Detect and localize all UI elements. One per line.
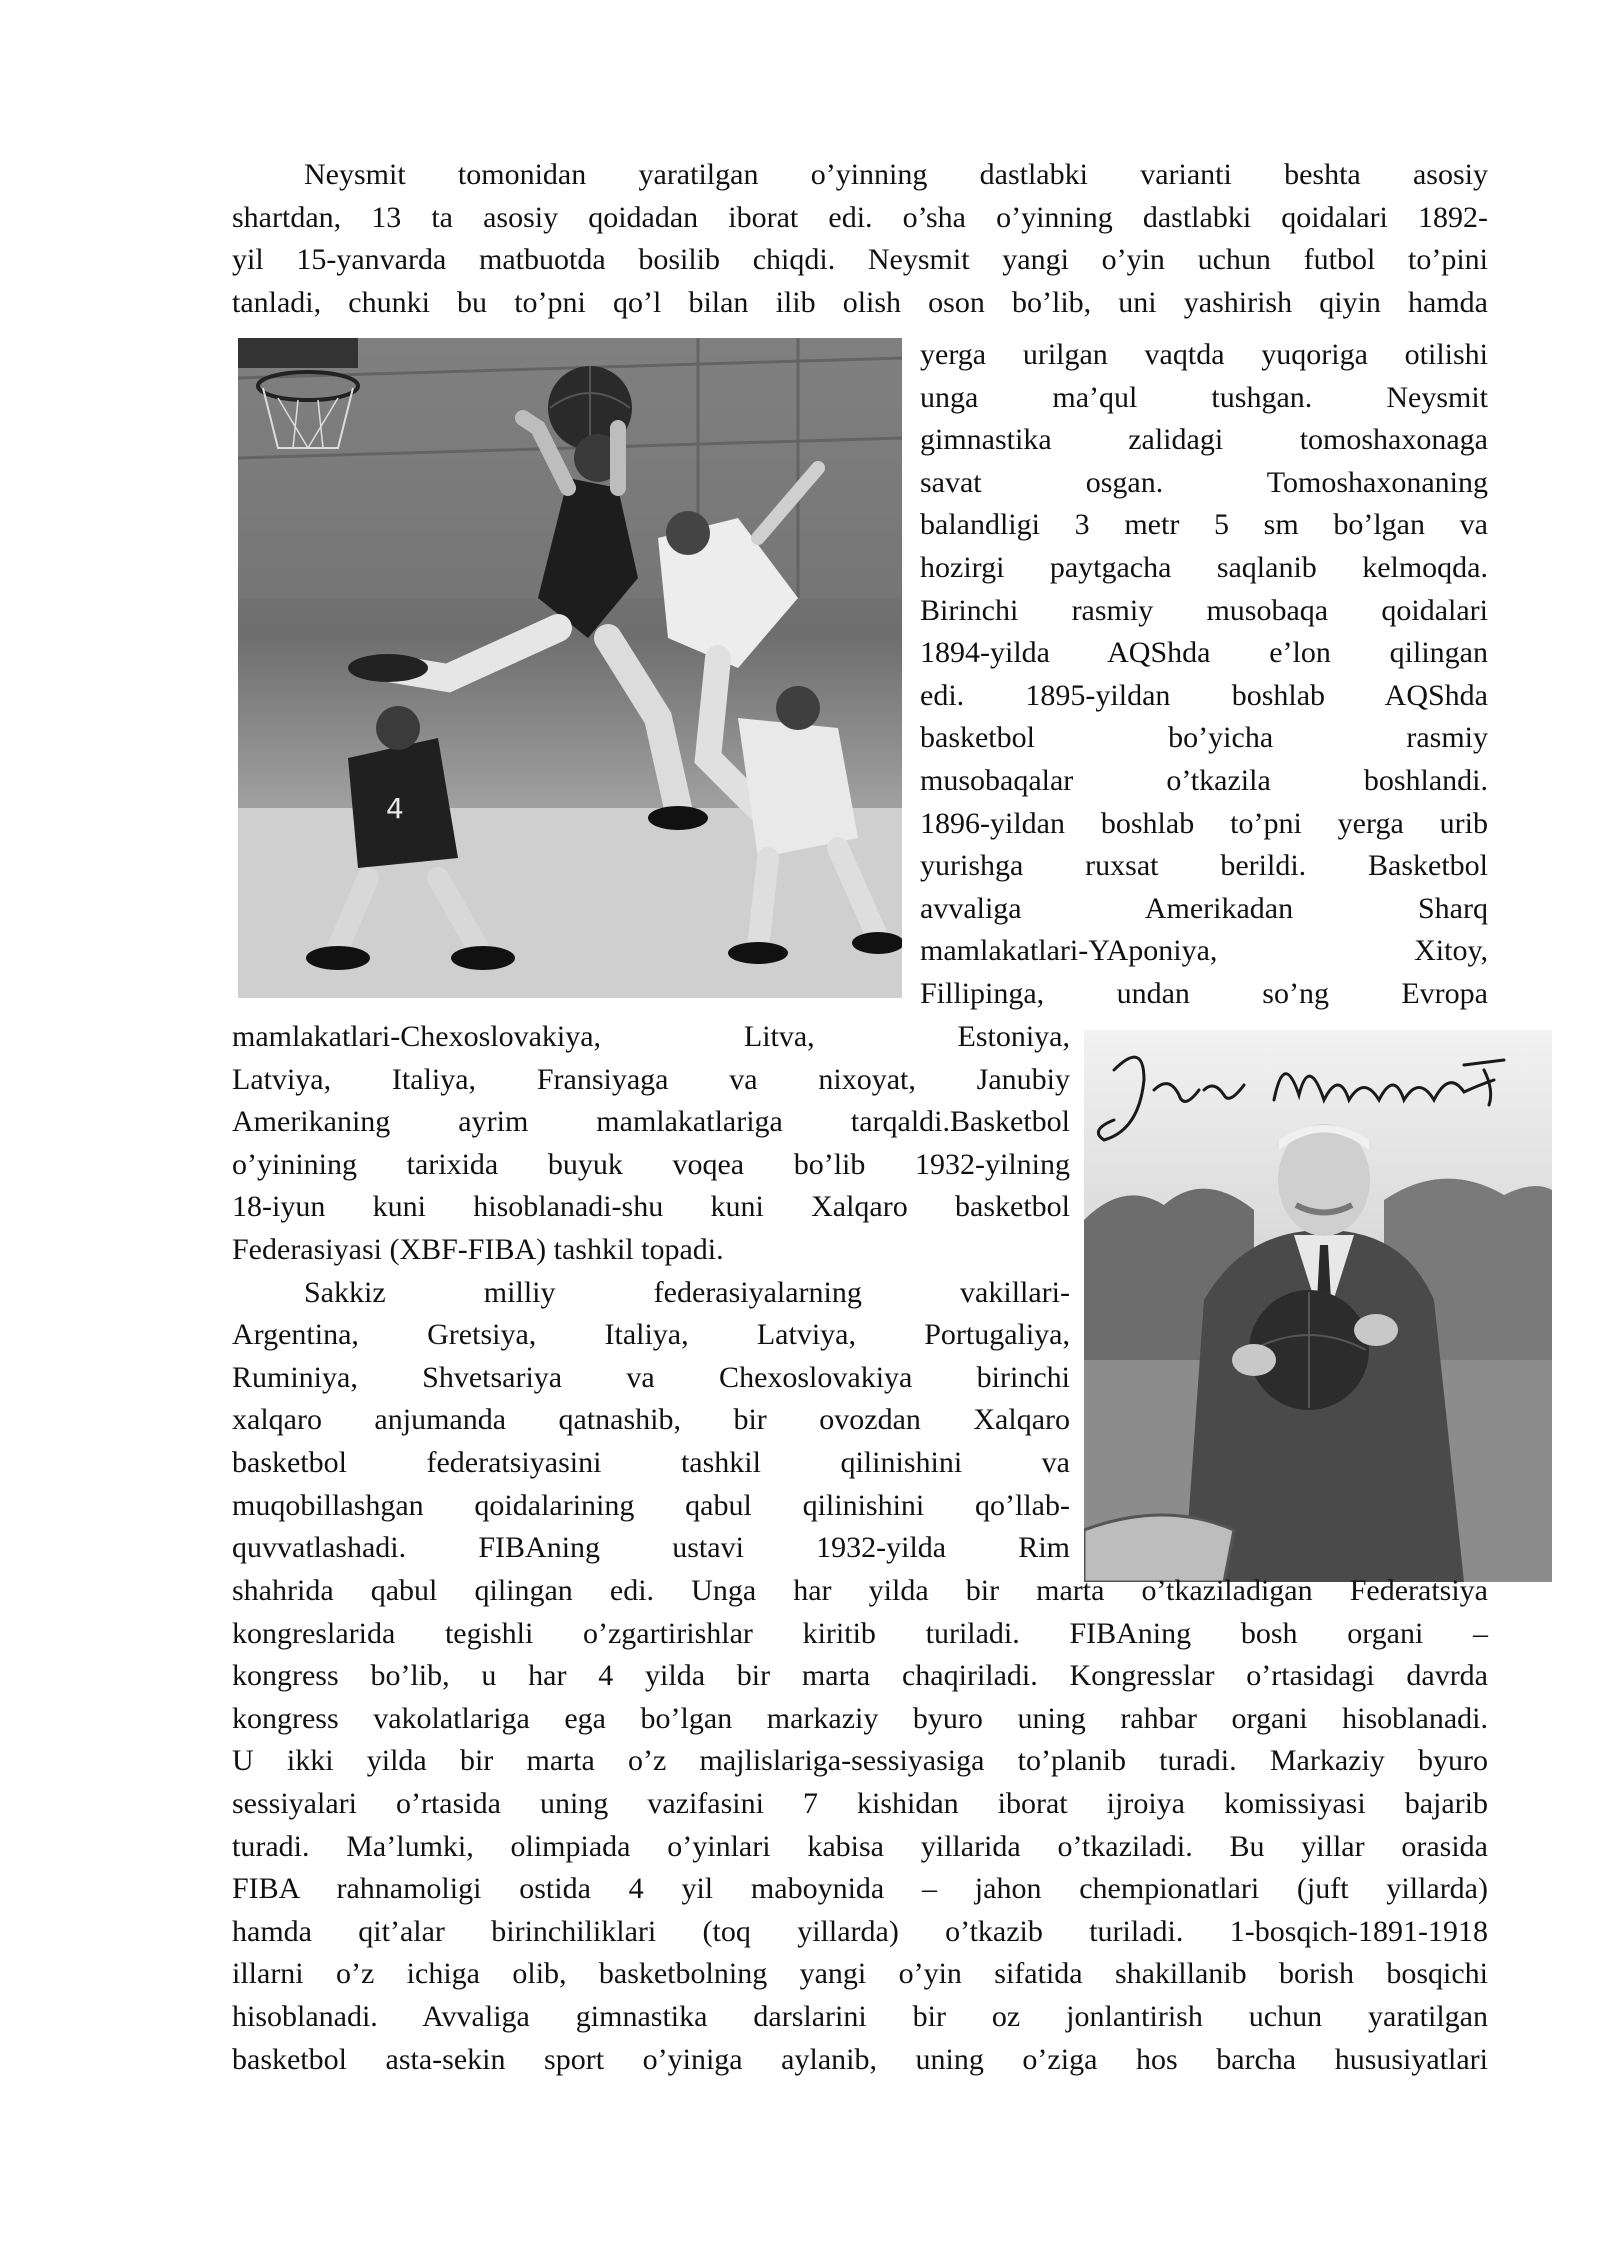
- text-line: shartdan, 13 ta asosiy qoidadan iborat edi. o’sha o’yinning dastlabki qoidalari 1892-: [232, 200, 1488, 234]
- left-column-text: [232, 1016, 1070, 1570]
- text-line: yurishga ruxsat berildi. Basketbol: [920, 849, 1488, 883]
- text-line: FIBA rahnamoligi ostida 4 yil maboynida – jahon chempionatlari (juft yillarda): [232, 1872, 1488, 1906]
- text-line: musobaqalar o’tkazila boshlandi.: [920, 763, 1488, 797]
- right-column-text: [920, 334, 1488, 1016]
- basketball-players-photo: [238, 338, 902, 998]
- text-line: Amerikaning ayrim mamlakatlariga tarqaldi.Basketbol: [232, 1105, 1070, 1139]
- text-line: basketbol federatsiyasini tashkil qilinishini va: [232, 1445, 1070, 1479]
- text-line: xalqaro anjumanda qatnashib, bir ovozdan Xalqaro: [232, 1403, 1070, 1437]
- text-line: mamlakatlari-YAponiya, Xitoy,: [920, 934, 1488, 968]
- text-line: basketbol asta-sekin sport o’yiniga aylanib, uning o’ziga hos barcha hususiyatlari: [232, 2042, 1488, 2076]
- jersey-number: 4: [386, 792, 404, 825]
- text-line: 18-iyun kuni hisoblanadi-shu kuni Xalqaro basketbol: [232, 1190, 1070, 1224]
- text-line: hozirgi paytgacha saqlanib kelmoqda.: [920, 550, 1488, 584]
- text-line: o’yinining tarixida buyuk voqea bo’lib 1932-yilning: [232, 1147, 1070, 1181]
- text-line: 1894-yilda AQShda e’lon qilingan: [920, 636, 1488, 670]
- text-line: savat osgan. Tomoshaxonaning: [920, 465, 1488, 499]
- text-line: muqobillashgan qoidalarining qabul qilinishini qo’llab-: [232, 1488, 1070, 1522]
- text-line: U ikki yilda bir marta o’z majlislariga-sessiyasiga to’planib turadi. Markaziy byuro: [232, 1744, 1488, 1778]
- text-line: yerga urilgan vaqtda yuqoriga otilishi: [920, 338, 1488, 371]
- text-line: shahrida qabul qilingan edi. Unga har yilda bir marta o’tkaziladigan Federatsiya: [232, 1574, 1488, 1607]
- text-line: edi. 1895-yildan boshlab AQShda: [920, 678, 1488, 712]
- text-line: Neysmit tomonidan yaratilgan o’yinning dastlabki varianti beshta asosiy: [304, 158, 1488, 191]
- text-line: mamlakatlari-Chexoslovakiya, Litva, Estoniya,: [232, 1020, 1070, 1053]
- text-line: balandligi 3 metr 5 sm bo’lgan va: [920, 508, 1488, 542]
- text-line: basketbol bo’yicha rasmiy: [920, 721, 1488, 755]
- text-line: Ruminiya, Shvetsariya va Chexoslovakiya birinchi: [232, 1360, 1070, 1394]
- text-line: illarni o’z ichiga olib, basketbolning yangi o’yin sifatida shakillanib borish bosqichi: [232, 1957, 1488, 1991]
- paragraph-bottom: [232, 1570, 1488, 2081]
- naismith-portrait-photo: [1084, 1030, 1552, 1582]
- text-line: tanladi, chunki bu to’pni qo’l bilan ilib olish oson bo’lib, uni yashirish qiyin hamda: [232, 285, 1488, 319]
- text-line: Birinchi rasmiy musobaqa qoidalari: [920, 593, 1488, 627]
- text-line: Fillipinga, undan so’ng Evropa: [920, 976, 1488, 1010]
- text-line: Sakkiz milliy federasiyalarning vakillari-: [304, 1275, 1070, 1309]
- paragraph-intro: [232, 154, 1488, 324]
- text-line: sessiyalari o’rtasida uning vazifasini 7 kishidan iborat ijroiya komissiyasi bajarib: [232, 1786, 1488, 1820]
- text-line: quvvatlashadi. FIBAning ustavi 1932-yilda Rim: [232, 1531, 1070, 1565]
- text-line: gimnastika zalidagi tomoshaxonaga: [920, 423, 1488, 457]
- text-line: hisoblanadi. Avvaliga gimnastika darslarini bir oz jonlantirish uchun yaratilgan: [232, 1999, 1488, 2033]
- text-line: unga ma’qul tushgan. Neysmit: [920, 380, 1488, 414]
- text-line: yil 15-yanvarda matbuotda bosilib chiqdi. Neysmit yangi o’yin uchun futbol to’pini: [232, 243, 1488, 277]
- text-line: 1896-yildan boshlab to’pni yerga urib: [920, 806, 1488, 840]
- text-line: Federasiyasi (XBF-FIBA) tashkil topadi.: [232, 1232, 724, 1266]
- text-line: Latviya, Italiya, Fransiyaga va nixoyat, Janubiy: [232, 1062, 1070, 1096]
- text-line: avvaliga Amerikadan Sharq: [920, 891, 1488, 925]
- text-line: kongress bo’lib, u har 4 yilda bir marta chaqiriladi. Kongresslar o’rtasidagi davrda: [232, 1659, 1488, 1693]
- text-line: kongress vakolatlariga ega bo’lgan markaziy byuro uning rahbar organi hisoblanadi.: [232, 1701, 1488, 1735]
- text-line: Argentina, Gretsiya, Italiya, Latviya, Portugaliya,: [232, 1318, 1070, 1352]
- text-line: hamda qit’alar birinchiliklari (toq yillarda) o’tkazib turiladi. 1-bosqich-1891-1918: [232, 1914, 1488, 1948]
- text-line: kongreslarida tegishli o’zgartirishlar kiritib turiladi. FIBAning bosh organi –: [232, 1616, 1488, 1650]
- text-line: turadi. Ma’lumki, olimpiada o’yinlari kabisa yillarida o’tkaziladi. Bu yillar orasida: [232, 1829, 1488, 1863]
